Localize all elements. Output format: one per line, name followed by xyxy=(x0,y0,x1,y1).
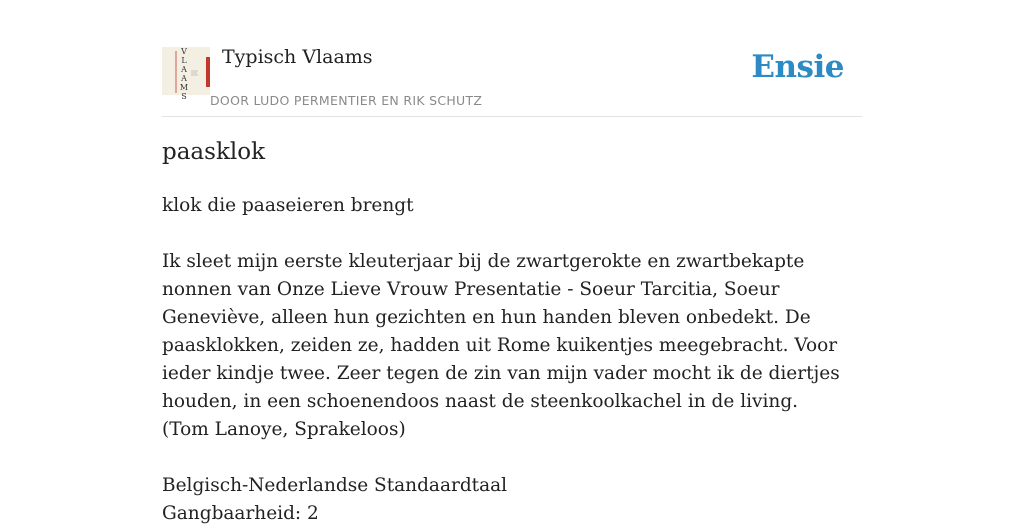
blog-title[interactable]: Typisch Vlaams xyxy=(222,46,373,68)
author-byline: DOOR LUDO PERMENTIER EN RIK SCHUTZ xyxy=(210,93,483,108)
entry-definition: klok die paaseieren brengt xyxy=(162,195,414,216)
ensie-logo-link[interactable]: Ensie xyxy=(751,49,844,85)
blog-avatar[interactable] xyxy=(162,47,210,101)
entry-content xyxy=(162,192,862,528)
entry-language: Belgisch-Nederlandse Standaardtaal xyxy=(162,475,508,496)
svg-text:V: V xyxy=(181,47,187,56)
book-cover-icon xyxy=(162,47,210,101)
entry-title: paasklok xyxy=(162,139,266,165)
svg-text:S: S xyxy=(181,92,187,101)
svg-text:A: A xyxy=(181,65,187,74)
entry-quote-source: (Tom Lanoye, Sprakeloos) xyxy=(162,419,406,440)
svg-text:M: M xyxy=(179,83,189,92)
entry-quote: Ik sleet mijn eerste kleuterjaar bij de zwartgerokte en zwartbekapte nonnen van Onze Lieve Vrouw Presentatie - Soeur Tarcitia, Soeur Geneviève, alleen hun gezichten en hun handen bleven onbedekt. De paasklokken, zeiden ze, hadden uit Rome kuikentjes meegebracht. Voor ieder kindje twee. Zeer tegen de zin van mijn vader mocht ik de diertjes houden, in een schoenendoos naast de steenkoolkachel in de living. xyxy=(162,251,840,412)
svg-text:L: L xyxy=(181,56,187,65)
site-header xyxy=(162,0,862,117)
svg-text:A: A xyxy=(181,74,187,83)
page-container xyxy=(162,0,862,524)
entry-usage: Gangbaarheid: 2 xyxy=(162,503,319,524)
